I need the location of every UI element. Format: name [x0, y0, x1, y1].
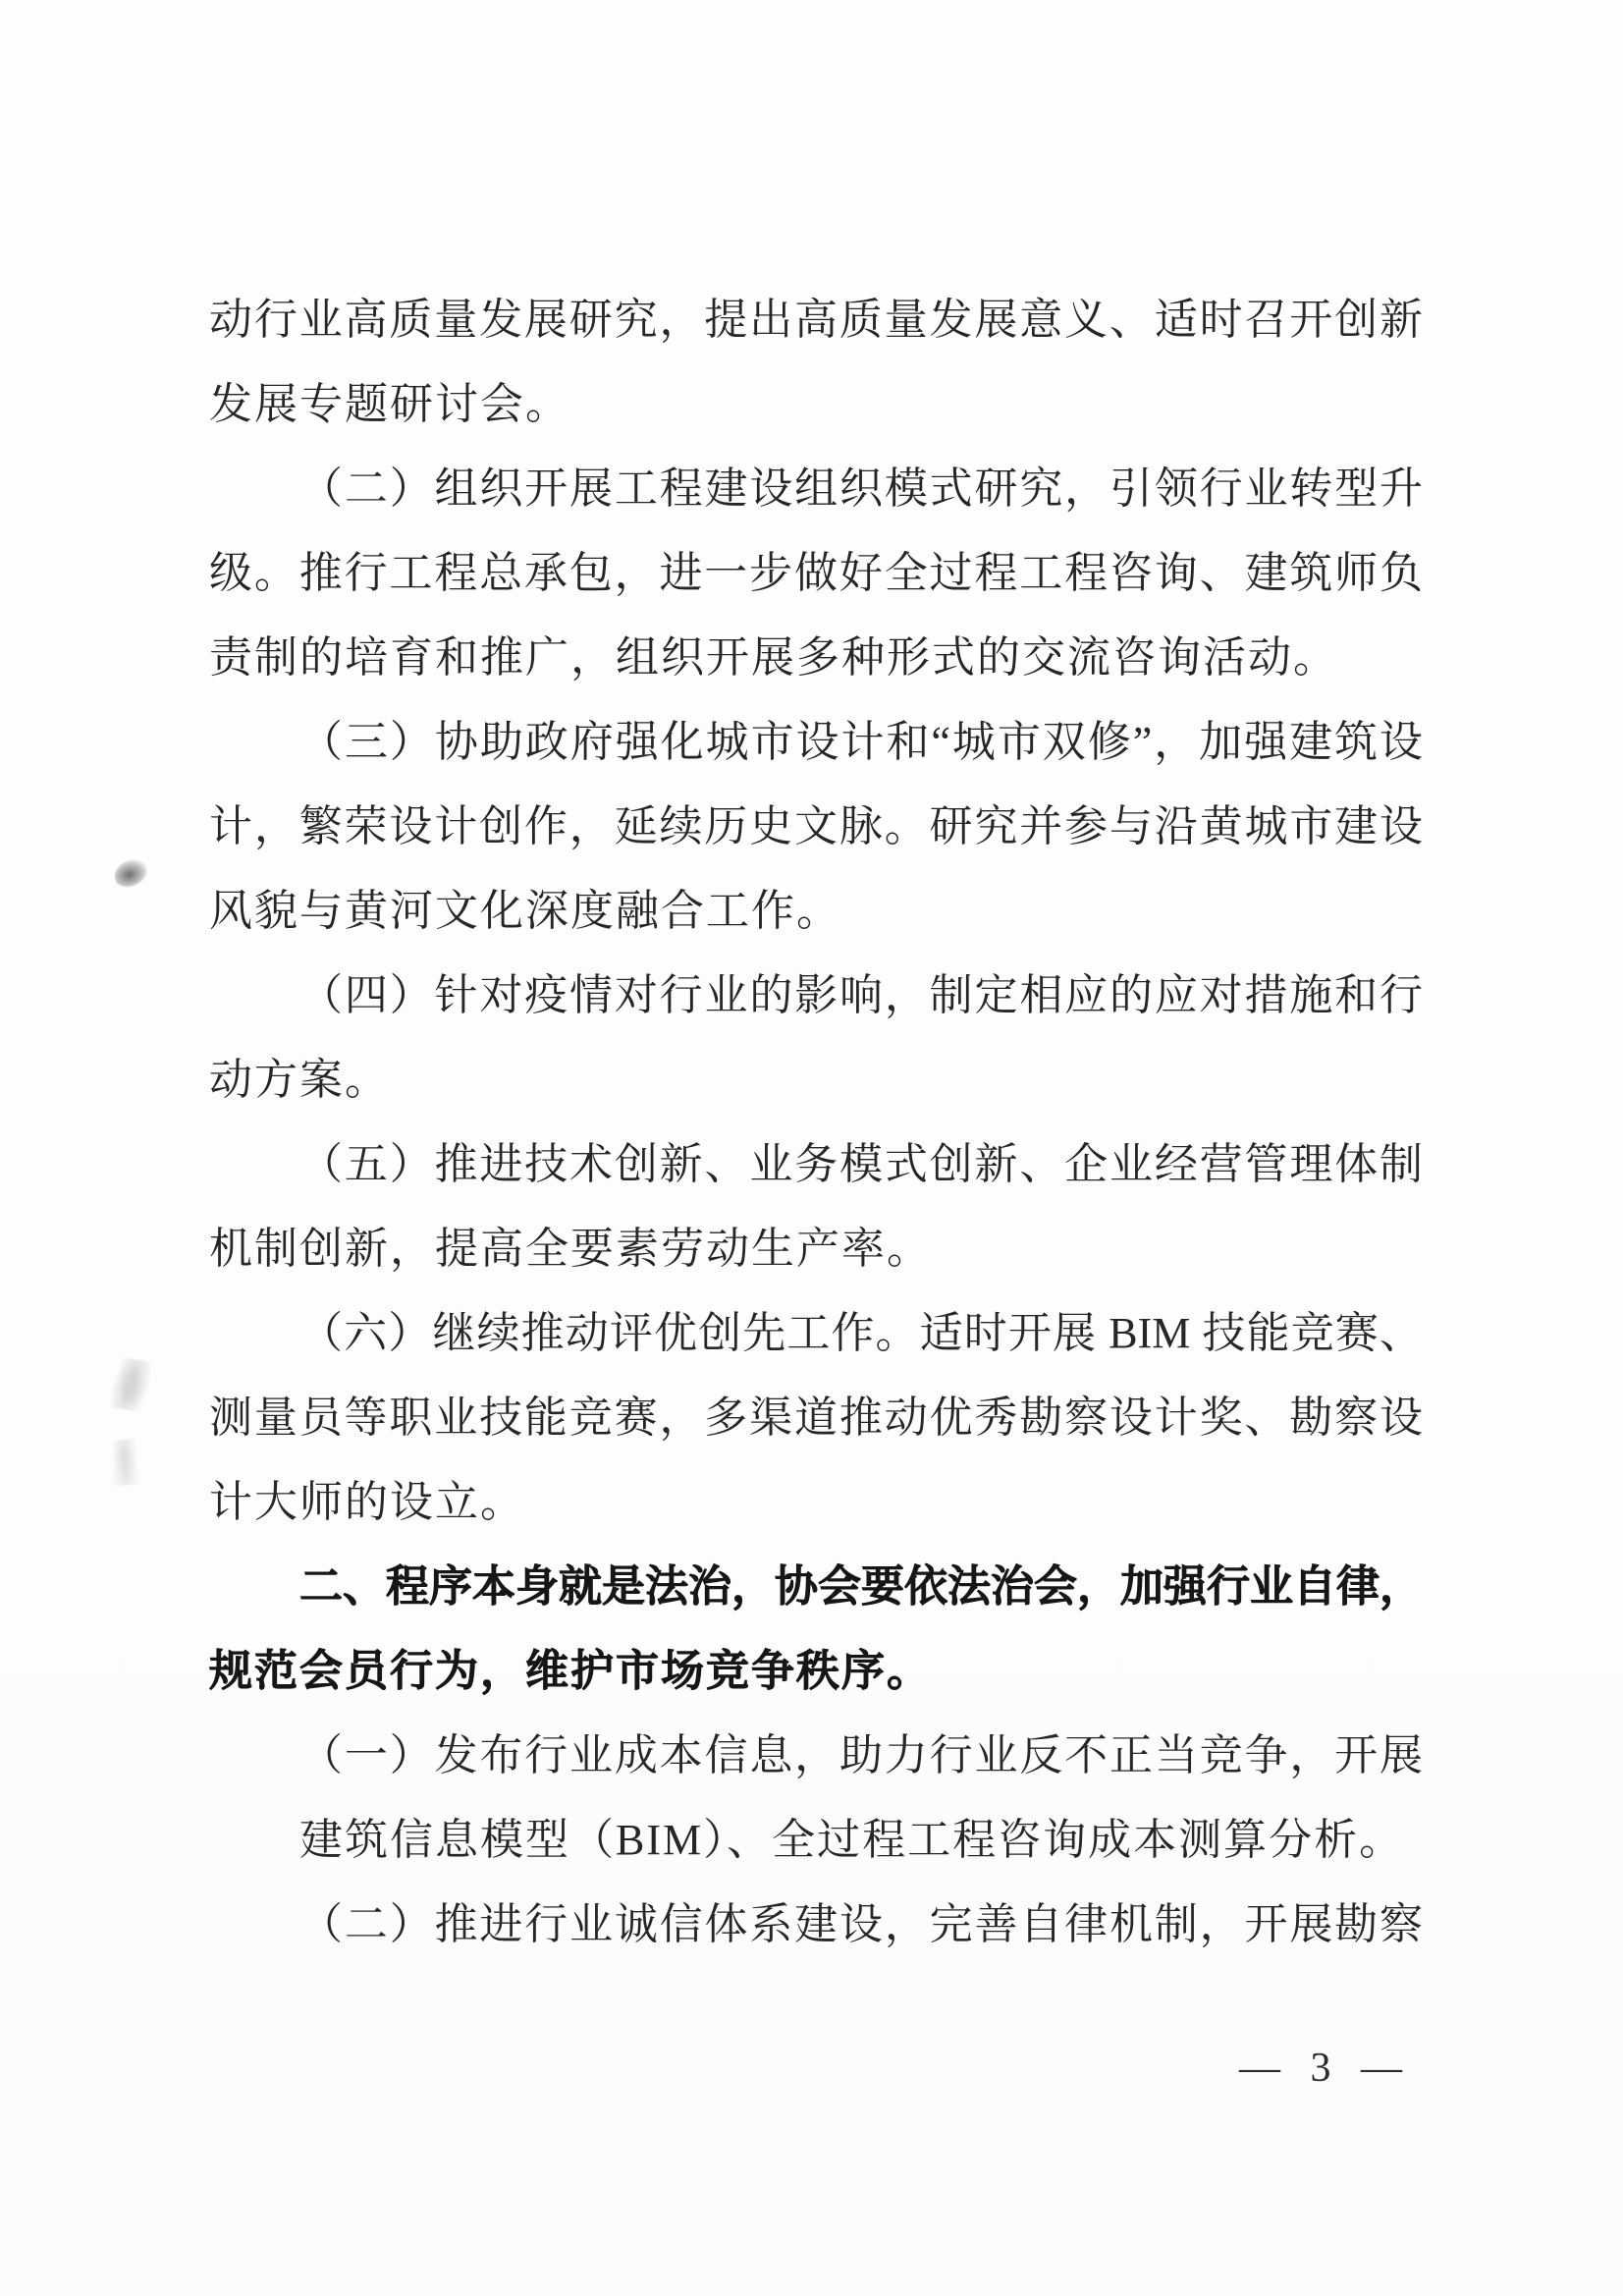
text-line: 机制创新，提高全要素劳动生产率。: [209, 1225, 932, 1273]
scan-pencil-mark: [108, 1438, 144, 1486]
text-line: 风貌与黄河文化深度融合工作。: [209, 887, 841, 935]
text-line: （一）发布行业成本信息，助力行业反不正当竞争，开展: [299, 1731, 1423, 1779]
text-line: 发展专题研讨会。: [209, 380, 570, 428]
scan-smudge-artifact: [111, 855, 150, 890]
text-line: 计大师的设立。: [209, 1478, 525, 1526]
text-line: 动方案。: [209, 1056, 390, 1104]
text-line: （六）继续推动评优创先工作。适时开展 BIM 技能竞赛、: [299, 1309, 1423, 1357]
text-line: 建筑信息模型（BIM）、全过程工程咨询成本测算分析。: [299, 1816, 1405, 1864]
text-line: 级。推行工程总承包，进一步做好全过程工程咨询、建筑师负: [209, 549, 1423, 597]
text-line: 动行业高质量发展研究，提出高质量发展意义、适时召开创新: [209, 296, 1423, 344]
text-line: （二）组织开展工程建设组织模式研究，引领行业转型升: [299, 465, 1423, 513]
section-heading-line: 规范会员行为，维护市场竞争秩序。: [209, 1647, 932, 1695]
scan-pencil-mark: [111, 1357, 153, 1413]
text-line: 计，繁荣设计创作，延续历史文脉。研究并参与沿黄城市建设: [209, 802, 1423, 850]
text-line: （二）推进行业诚信体系建设，完善自律机制，开展勘察: [299, 1900, 1423, 1948]
text-line: 责制的培育和推广，组织开展多种形式的交流咨询活动。: [209, 633, 1338, 682]
text-line: （五）推进技术创新、业务模式创新、企业经营管理体制: [299, 1140, 1423, 1188]
section-heading-line: 二、程序本身就是法治，协会要依法治会，加强行业自律，: [299, 1562, 1423, 1611]
text-line: 测量员等职业技能竞赛，多渠道推动优秀勘察设计奖、勘察设: [209, 1394, 1423, 1442]
document-body: [209, 278, 1423, 1967]
page-number: — 3 —: [1239, 2046, 1412, 2091]
text-line: （四）针对疫情对行业的影响，制定相应的应对措施和行: [299, 971, 1423, 1019]
text-line: （三）协助政府强化城市设计和“城市双修”，加强建筑设: [299, 718, 1423, 766]
